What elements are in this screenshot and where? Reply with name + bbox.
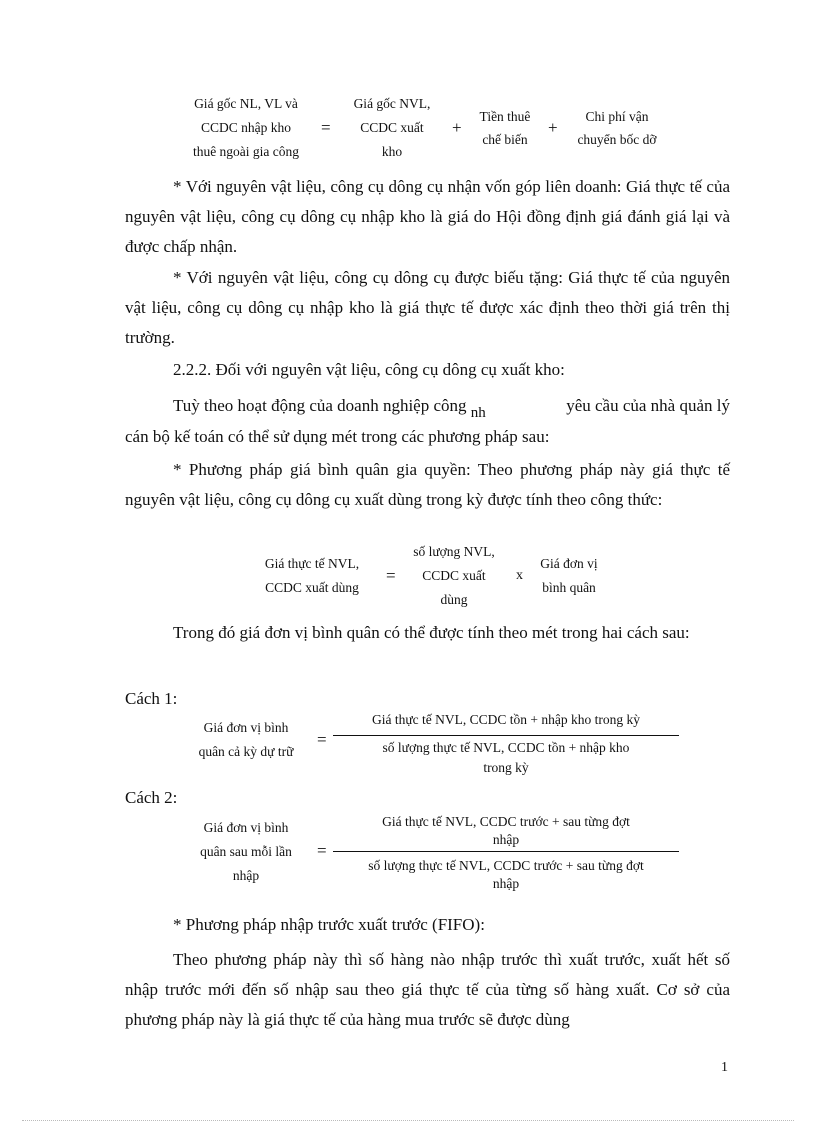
formula-top-equals: = xyxy=(321,118,331,137)
cach2-lhs: Giá đơn vị bình quân sau mỗi lần nhập xyxy=(200,820,292,883)
formula-top-lhs: Giá gốc NL, VL và CCDC nhập kho thuê ngoài gia công xyxy=(192,96,300,159)
cach2-equals: = xyxy=(317,841,327,860)
paragraph-trong-do: Trong đó giá đơn vị bình quân có thể được tính theo mét trong hai cách sau: xyxy=(173,623,690,642)
section-heading-222: 2.2.2. Đối với nguyên vật liệu, công cụ dông cụ xuất kho: xyxy=(173,360,565,379)
paragraph-binh-quan: * Phương pháp giá bình quân gia quyền: Theo phương pháp này giá thực tế nguyên vật liệu, công cụ dông cụ xuất dùng trong kỳ được tính theo công thức: xyxy=(125,460,730,509)
cach2-denominator: số lượng thực tế NVL, CCDC trước + sau từng đợt nhập xyxy=(368,858,644,891)
cach2-numerator: Giá thực tế NVL, CCDC trước + sau từng đợt nhập xyxy=(382,814,630,847)
cach1-equals: = xyxy=(317,730,327,749)
paragraph-tuy-theo-line2: cán bộ kế toán có thể sử dụng mét trong các phương pháp sau: xyxy=(125,427,550,446)
paragraph-bieu-tang: * Với nguyên vật liệu, công cụ dông cụ được biếu tặng: Giá thực tế của nguyên vật liệu, công cụ dông cụ nhập kho là giá thực tế được xác định theo thời giá trên thị trường. xyxy=(125,268,730,347)
paragraph-von-gop: * Với nguyên vật liệu, công cụ dông cụ nhận vốn góp liên doanh: Giá thực tế của nguyên vật liệu, công cụ dông cụ nhập kho là giá do Hội đồng định giá đánh giá lại và được chấp nhận. xyxy=(125,177,730,256)
formula-top-term1: Giá gốc NVL, CCDC xuất kho xyxy=(353,96,431,159)
formula-top-term3: Chi phí vận chuyển bốc dỡ xyxy=(577,109,657,147)
formula-binh-quan-equals: = xyxy=(386,566,396,585)
formula-binh-quan-times: x xyxy=(516,568,523,583)
fifo-heading: * Phương pháp nhập trước xuất trước (FIFO): xyxy=(173,915,485,934)
cach2-fraction-bar xyxy=(333,851,679,852)
paragraph-tuy-theo-line1: Tuỳ theo hoạt động của doanh nghiệp công nh yêu cầu của nhà quản lý xyxy=(173,396,730,421)
formula-top-plus2: + xyxy=(548,118,558,137)
page-bottom-divider xyxy=(22,1120,794,1121)
paragraph-fifo: Theo phương pháp này thì số hàng nào nhập trước thì xuất trước, xuất hết số nhập trước mới đến số nhập sau theo giá thực tế của từng số hàng xuất. Cơ sở của phương pháp này là giá thực tế của hàng mua trước sẽ được dùng xyxy=(125,950,730,1029)
formula-binh-quan-term2: Giá đơn vị bình quân xyxy=(540,556,598,595)
cach1-numerator: Giá thực tế NVL, CCDC tồn + nhập kho trong kỳ xyxy=(371,712,641,727)
formula-top-term2: Tiền thuê chế biến xyxy=(479,109,531,147)
cach1-denominator: số lượng thực tế NVL, CCDC tồn + nhập kho trong kỳ xyxy=(382,740,630,775)
cach1-fraction-bar xyxy=(333,735,679,736)
cach1-lhs: Giá đơn vị bình quân cả kỳ dự trữ xyxy=(198,720,294,759)
formula-binh-quan-lhs: Giá thực tế NVL, CCDC xuất dùng xyxy=(264,556,360,595)
cach1-label: Cách 1: xyxy=(125,689,178,708)
formula-top-plus1: + xyxy=(452,118,462,137)
cach2-label: Cách 2: xyxy=(125,788,178,807)
page-number: 1 xyxy=(721,1060,728,1075)
formula-binh-quan-term1: số lượng NVL, CCDC xuất dùng xyxy=(413,544,495,607)
